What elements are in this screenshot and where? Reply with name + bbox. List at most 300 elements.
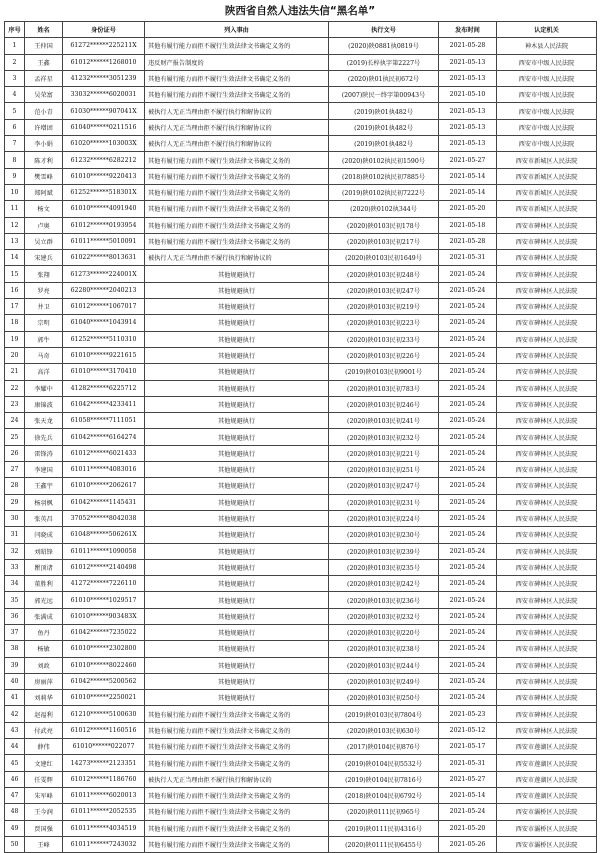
cell-reason: 其他有履行能力而拒不履行生效法律文书确定义务的: [145, 233, 329, 249]
cell-name: 贾国强: [25, 820, 63, 836]
page-title: 陕西省自然人违法失信“黑名单”: [224, 5, 376, 17]
table-row: [5, 347, 597, 363]
cell-reason: 其他有履行能力而拒不履行生效法律文书确定义务的: [145, 168, 329, 184]
table-row: [5, 559, 597, 575]
cell-id-number: 61252******5110310: [63, 331, 145, 347]
cell-publish-date: 2021-05-10: [439, 87, 497, 103]
cell-name: 李小娟: [25, 136, 63, 152]
table-row: [5, 152, 597, 168]
table-row: [5, 771, 597, 787]
cell-id-number: 61010******903483X: [63, 608, 145, 624]
table-row: [5, 624, 597, 640]
cell-name: 王仲国: [25, 38, 63, 54]
cell-authority: 西安市碑林区人民法院: [497, 494, 597, 510]
cell-publish-date: 2021-05-17: [439, 739, 497, 755]
cell-index: 14: [5, 250, 25, 266]
cell-index: 32: [5, 543, 25, 559]
cell-authority: 西安市碑林区人民法院: [497, 364, 597, 380]
cell-name: 瞿顶诸: [25, 559, 63, 575]
cell-id-number: 41272******7226110: [63, 576, 145, 592]
cell-index: 4: [5, 87, 25, 103]
cell-authority: 西安市碑林区人民法院: [497, 413, 597, 429]
cell-publish-date: 2021-05-24: [439, 576, 497, 592]
cell-name: 王鑫: [25, 54, 63, 70]
cell-name: 张英昌: [25, 510, 63, 526]
cell-publish-date: 2021-05-24: [439, 624, 497, 640]
cell-reason: 其他规避执行: [145, 445, 329, 461]
cell-index: 39: [5, 657, 25, 673]
cell-id-number: 61042******1145431: [63, 494, 145, 510]
cell-index: 42: [5, 706, 25, 722]
cell-reason: 其他规避执行: [145, 576, 329, 592]
cell-id-number: 61010******1029517: [63, 592, 145, 608]
cell-case-number: (2020)陕0103民初250号: [329, 690, 439, 706]
cell-name: 张翔: [25, 266, 63, 282]
cell-reason: 其他规避执行: [145, 380, 329, 396]
table-row: [5, 282, 597, 298]
cell-case-number: (2020)陕0111民初6455号: [329, 836, 439, 852]
cell-index: 3: [5, 70, 25, 86]
cell-id-number: 61012******0193954: [63, 217, 145, 233]
cell-index: 7: [5, 136, 25, 152]
cell-id-number: 33032******6020031: [63, 87, 145, 103]
table-row: [5, 494, 597, 510]
table-row: [5, 184, 597, 200]
cell-reason: 其他有履行能力而拒不履行生效法律文书确定义务的: [145, 804, 329, 820]
cell-reason: 违反财产报告制度的: [145, 54, 329, 70]
cell-id-number: 61012******6021433: [63, 445, 145, 461]
cell-name: 文建红: [25, 755, 63, 771]
cell-id-number: 61010******4091940: [63, 201, 145, 217]
cell-reason: 其他有履行能力而拒不履行生效法律文书确定义务的: [145, 201, 329, 217]
cell-case-number: (2019)陕01执482号: [329, 119, 439, 135]
cell-publish-date: 2021-05-13: [439, 70, 497, 86]
cell-reason: 其他有履行能力而拒不履行生效法律文书确定义务的: [145, 70, 329, 86]
cell-name: 杨敏: [25, 641, 63, 657]
cell-index: 35: [5, 592, 25, 608]
cell-reason: 其他规避执行: [145, 282, 329, 298]
cell-id-number: 61252******518301X: [63, 184, 145, 200]
cell-name: 任雯辉: [25, 771, 63, 787]
cell-case-number: (2020)陕0102执民初1590号: [329, 152, 439, 168]
cell-index: 37: [5, 624, 25, 640]
cell-reason: 其他规避执行: [145, 527, 329, 543]
cell-name: 井卫: [25, 299, 63, 315]
cell-publish-date: 2021-05-20: [439, 201, 497, 217]
cell-case-number: (2007)陕民一终字第00943号: [329, 87, 439, 103]
cell-id-number: 61010******3170410: [63, 364, 145, 380]
cell-name: 张天龙: [25, 413, 63, 429]
cell-name: 杨文: [25, 201, 63, 217]
cell-authority: 西安市新城区人民法院: [497, 184, 597, 200]
cell-case-number: (2020)陕0103民初247号: [329, 282, 439, 298]
cell-authority: 西安市碑林区人民法院: [497, 527, 597, 543]
cell-reason: 被执行人无正当理由拒不履行执行和解协议的: [145, 136, 329, 152]
cell-name: 郭光远: [25, 592, 63, 608]
cell-index: 1: [5, 38, 25, 54]
cell-publish-date: 2021-05-26: [439, 836, 497, 852]
cell-id-number: 61010******2302800: [63, 641, 145, 657]
cell-reason: 其他规避执行: [145, 429, 329, 445]
cell-index: 48: [5, 804, 25, 820]
cell-index: 24: [5, 413, 25, 429]
cell-reason: 其他规避执行: [145, 331, 329, 347]
cell-publish-date: 2021-05-24: [439, 673, 497, 689]
cell-id-number: 61048******506261X: [63, 527, 145, 543]
cell-index: 46: [5, 771, 25, 787]
cell-publish-date: 2021-05-24: [439, 445, 497, 461]
cell-index: 23: [5, 396, 25, 412]
cell-index: 29: [5, 494, 25, 510]
cell-authority: 西安市碑林区人民法院: [497, 576, 597, 592]
cell-id-number: 61012******1186760: [63, 771, 145, 787]
cell-authority: 西安市中级人民法院: [497, 103, 597, 119]
cell-authority: 西安市中级人民法院: [497, 54, 597, 70]
cell-publish-date: 2021-05-12: [439, 722, 497, 738]
cell-id-number: 61272******225211X: [63, 38, 145, 54]
cell-publish-date: 2021-05-14: [439, 184, 497, 200]
cell-publish-date: 2021-05-24: [439, 478, 497, 494]
cell-publish-date: 2021-05-20: [439, 820, 497, 836]
cell-reason: 其他规避执行: [145, 559, 329, 575]
table-row: [5, 527, 597, 543]
cell-case-number: (2020)陕0103民初219号: [329, 299, 439, 315]
cell-id-number: 61022******8013631: [63, 250, 145, 266]
cell-reason: 其他规避执行: [145, 478, 329, 494]
cell-id-number: 61012******2140498: [63, 559, 145, 575]
cell-publish-date: 2021-05-24: [439, 641, 497, 657]
cell-id-number: 61030******907041X: [63, 103, 145, 119]
table-row: [5, 364, 597, 380]
table-header-row: [5, 22, 597, 38]
cell-authority: 西安市碑林区人民法院: [497, 266, 597, 282]
cell-case-number: (2020)陕0103民初249号: [329, 673, 439, 689]
cell-case-number: (2020)陕0103民初239号: [329, 543, 439, 559]
cell-authority: 西安市碑林区人民法院: [497, 608, 597, 624]
cell-name: 宗明: [25, 315, 63, 331]
cell-case-number: (2020)陕0103民初220号: [329, 624, 439, 640]
cell-id-number: 61011******6020013: [63, 787, 145, 803]
cell-name: 刘莉华: [25, 690, 63, 706]
cell-reason: 其他规避执行: [145, 657, 329, 673]
cell-index: 2: [5, 54, 25, 70]
cell-authority: 西安市碑林区人民法院: [497, 282, 597, 298]
cell-reason: 其他规避执行: [145, 364, 329, 380]
cell-name: 朱军峰: [25, 787, 63, 803]
cell-authority: 西安市莲湖区人民法院: [497, 787, 597, 803]
table-row: [5, 836, 597, 852]
cell-case-number: (2017)陕0104民初876号: [329, 739, 439, 755]
table-row: [5, 413, 597, 429]
cell-id-number: 61232******6282212: [63, 152, 145, 168]
header-publish-date: 发布时间: [439, 22, 497, 38]
table-row: [5, 103, 597, 119]
cell-name: 李耀中: [25, 380, 63, 396]
cell-id-number: 41282******6225712: [63, 380, 145, 396]
table-row: [5, 755, 597, 771]
cell-publish-date: 2021-05-24: [439, 266, 497, 282]
cell-id-number: 61042******5200562: [63, 673, 145, 689]
cell-publish-date: 2021-05-13: [439, 136, 497, 152]
cell-case-number: (2020)陕0103民初232号: [329, 608, 439, 624]
header-case-number: 执行文号: [329, 22, 439, 38]
table-row: [5, 722, 597, 738]
cell-reason: 其他规避执行: [145, 347, 329, 363]
cell-authority: 西安市碑林区人民法院: [497, 445, 597, 461]
cell-name: 马奇: [25, 347, 63, 363]
cell-index: 20: [5, 347, 25, 363]
cell-publish-date: 2021-05-31: [439, 755, 497, 771]
cell-index: 45: [5, 755, 25, 771]
cell-case-number: (2020)陕0103民初230号: [329, 527, 439, 543]
cell-index: 17: [5, 299, 25, 315]
table-row: [5, 87, 597, 103]
cell-id-number: 61011******5010091: [63, 233, 145, 249]
cell-index: 5: [5, 103, 25, 119]
cell-id-number: 41232******3051239: [63, 70, 145, 86]
table-row: [5, 462, 597, 478]
table-row: [5, 641, 597, 657]
cell-case-number: (2019)陕01执482号: [329, 136, 439, 152]
cell-name: 王今润: [25, 804, 63, 820]
table-row: [5, 38, 597, 54]
cell-publish-date: 2021-05-14: [439, 787, 497, 803]
cell-index: 44: [5, 739, 25, 755]
table-row: [5, 429, 597, 445]
cell-case-number: (2020)陕0103民初236号: [329, 592, 439, 608]
cell-name: 薛伟: [25, 739, 63, 755]
cell-case-number: (2020)陕0881执0819号: [329, 38, 439, 54]
table-row: [5, 820, 597, 836]
cell-authority: 西安市碑林区人民法院: [497, 641, 597, 657]
cell-index: 6: [5, 119, 25, 135]
cell-index: 41: [5, 690, 25, 706]
cell-authority: 西安市碑林区人民法院: [497, 624, 597, 640]
cell-reason: 其他有履行能力而拒不履行生效法律文书确定义务的: [145, 87, 329, 103]
cell-reason: 其他规避执行: [145, 608, 329, 624]
cell-id-number: 61020******103003X: [63, 136, 145, 152]
cell-case-number: (2020)陕0103民初232号: [329, 429, 439, 445]
cell-publish-date: 2021-05-24: [439, 608, 497, 624]
cell-case-number: (2020)陕0103民初217号: [329, 233, 439, 249]
cell-publish-date: 2021-05-24: [439, 543, 497, 559]
cell-authority: 西安市中级人民法院: [497, 87, 597, 103]
table-row: [5, 576, 597, 592]
cell-authority: 西安市中级人民法院: [497, 119, 597, 135]
cell-authority: 西安市碑林区人民法院: [497, 510, 597, 526]
cell-index: 33: [5, 559, 25, 575]
cell-publish-date: 2021-05-24: [439, 299, 497, 315]
cell-reason: 被执行人无正当理由拒不履行执行和解协议的: [145, 119, 329, 135]
cell-reason: 其他有履行能力而拒不履行生效法律文书确定义务的: [145, 706, 329, 722]
cell-id-number: 61042******7235022: [63, 624, 145, 640]
cell-index: 47: [5, 787, 25, 803]
cell-authority: 西安市碑林区人民法院: [497, 250, 597, 266]
cell-authority: 西安市新城区人民法院: [497, 168, 597, 184]
cell-index: 16: [5, 282, 25, 298]
table-row: [5, 478, 597, 494]
cell-authority: 西安市碑林区人民法院: [497, 429, 597, 445]
cell-index: 8: [5, 152, 25, 168]
cell-publish-date: 2021-05-24: [439, 413, 497, 429]
cell-name: 刘昭锋: [25, 543, 63, 559]
cell-publish-date: 2021-05-24: [439, 690, 497, 706]
cell-reason: 其他规避执行: [145, 543, 329, 559]
cell-id-number: 61010******8022460: [63, 657, 145, 673]
cell-id-number: 61042******4233411: [63, 396, 145, 412]
cell-id-number: 61011******4083016: [63, 462, 145, 478]
table-row: [5, 690, 597, 706]
cell-case-number: (2020)陕0103民初235号: [329, 559, 439, 575]
cell-id-number: 61042******6164274: [63, 429, 145, 445]
cell-name: 许增团: [25, 119, 63, 135]
cell-id-number: 61011******1090058: [63, 543, 145, 559]
table-row: [5, 331, 597, 347]
cell-id-number: 61040******1043914: [63, 315, 145, 331]
cell-name: 付武亮: [25, 722, 63, 738]
cell-case-number: (2019)长梓执字第2227号: [329, 54, 439, 70]
cell-reason: 其他有履行能力而拒不履行生效法律文书确定义务的: [145, 184, 329, 200]
cell-case-number: (2020)陕0103民初221号: [329, 445, 439, 461]
cell-authority: 西安市碑林区人民法院: [497, 315, 597, 331]
cell-id-number: 61011******4034519: [63, 820, 145, 836]
cell-publish-date: 2021-05-24: [439, 380, 497, 396]
cell-publish-date: 2021-05-13: [439, 103, 497, 119]
cell-reason: 其他规避执行: [145, 641, 329, 657]
cell-index: 31: [5, 527, 25, 543]
table-row: [5, 168, 597, 184]
header-name: 姓名: [25, 22, 63, 38]
cell-reason: 其他规避执行: [145, 315, 329, 331]
cell-name: 董胜利: [25, 576, 63, 592]
cell-id-number: 61058******7111051: [63, 413, 145, 429]
cell-index: 50: [5, 836, 25, 852]
cell-case-number: (2019)陕0104民初7816号: [329, 771, 439, 787]
cell-publish-date: 2021-05-13: [439, 119, 497, 135]
table-row: [5, 380, 597, 396]
cell-name: 吴立群: [25, 233, 63, 249]
cell-case-number: (2020)陕0102执344号: [329, 201, 439, 217]
cell-publish-date: 2021-05-24: [439, 462, 497, 478]
cell-publish-date: 2021-05-24: [439, 364, 497, 380]
table-row: [5, 396, 597, 412]
cell-name: 吴荣富: [25, 87, 63, 103]
cell-publish-date: 2021-05-24: [439, 494, 497, 510]
cell-reason: 其他规避执行: [145, 299, 329, 315]
cell-authority: 西安市新城区人民法院: [497, 201, 597, 217]
cell-case-number: (2020)陕0103民初241号: [329, 413, 439, 429]
cell-id-number: 61010******022077: [63, 739, 145, 755]
cell-publish-date: 2021-05-24: [439, 510, 497, 526]
table-row: [5, 119, 597, 135]
cell-case-number: (2020)陕0103民初248号: [329, 266, 439, 282]
cell-case-number: (2020)陕0103民初238号: [329, 641, 439, 657]
cell-publish-date: 2021-05-14: [439, 168, 497, 184]
cell-authority: 西安市碑林区人民法院: [497, 396, 597, 412]
cell-name: 雷锋涛: [25, 445, 63, 461]
cell-reason: 其他有履行能力而拒不履行生效法律文书确定义务的: [145, 152, 329, 168]
cell-authority: 西安市莲湖区人民法院: [497, 739, 597, 755]
cell-reason: 其他有履行能力而拒不履行生效法律文书确定义务的: [145, 787, 329, 803]
cell-name: 张满成: [25, 608, 63, 624]
cell-publish-date: 2021-05-28: [439, 38, 497, 54]
cell-reason: 被执行人无正当理由拒不履行执行和解协议的: [145, 250, 329, 266]
cell-case-number: (2020)陕0103民初783号: [329, 380, 439, 396]
table-row: [5, 250, 597, 266]
cell-reason: 其他有履行能力而拒不履行生效法律文书确定义务的: [145, 38, 329, 54]
cell-authority: 西安市碑林区人民法院: [497, 347, 597, 363]
cell-case-number: (2020)陕0103民初251号: [329, 462, 439, 478]
cell-name: 赵福利: [25, 706, 63, 722]
header-id-number: 身份证号: [63, 22, 145, 38]
cell-index: 38: [5, 641, 25, 657]
cell-publish-date: 2021-05-24: [439, 429, 497, 445]
cell-index: 25: [5, 429, 25, 445]
cell-authority: 西安市碑林区人民法院: [497, 690, 597, 706]
cell-index: 21: [5, 364, 25, 380]
cell-authority: 神木县人民法院: [497, 38, 597, 54]
table-row: [5, 608, 597, 624]
cell-publish-date: 2021-05-24: [439, 282, 497, 298]
table-row: [5, 706, 597, 722]
cell-case-number: (2020)陕0103民初224号: [329, 510, 439, 526]
cell-reason: 其他规避执行: [145, 266, 329, 282]
cell-name: 陈才利: [25, 152, 63, 168]
cell-name: 李建国: [25, 462, 63, 478]
cell-id-number: 61011******2052535: [63, 804, 145, 820]
cell-index: 40: [5, 673, 25, 689]
header-index: 序号: [5, 22, 25, 38]
cell-reason: 其他有履行能力而拒不履行生效法律文书确定义务的: [145, 217, 329, 233]
header-reason: 列入事由: [145, 22, 329, 38]
cell-publish-date: 2021-05-24: [439, 315, 497, 331]
cell-publish-date: 2021-05-27: [439, 152, 497, 168]
cell-case-number: (2020)陕0103民初242号: [329, 576, 439, 592]
cell-reason: 被执行人无正当理由拒不履行执行和解协议的: [145, 103, 329, 119]
cell-id-number: 61210******5100630: [63, 706, 145, 722]
cell-case-number: (2020)陕0103民初246号: [329, 396, 439, 412]
cell-authority: 西安市新城区人民法院: [497, 152, 597, 168]
cell-authority: 西安市碑林区人民法院: [497, 722, 597, 738]
cell-case-number: (2020)陕01执民初672号: [329, 70, 439, 86]
table-row: [5, 543, 597, 559]
cell-publish-date: 2021-05-24: [439, 527, 497, 543]
cell-index: 11: [5, 201, 25, 217]
cell-authority: 西安市碑林区人民法院: [497, 462, 597, 478]
cell-publish-date: 2021-05-24: [439, 657, 497, 673]
table-row: [5, 592, 597, 608]
cell-authority: 西安市碑林区人民法院: [497, 380, 597, 396]
cell-publish-date: 2021-05-24: [439, 592, 497, 608]
cell-reason: 被执行人无正当理由拒不履行执行和解协议的: [145, 771, 329, 787]
cell-case-number: (2019)陕0102执民初7222号: [329, 184, 439, 200]
cell-case-number: (2019)陕0103民初7804号: [329, 706, 439, 722]
cell-index: 28: [5, 478, 25, 494]
cell-reason: 其他规避执行: [145, 690, 329, 706]
table-row: [5, 201, 597, 217]
cell-index: 13: [5, 233, 25, 249]
cell-authority: 西安市中级人民法院: [497, 70, 597, 86]
cell-index: 9: [5, 168, 25, 184]
cell-name: 康锦波: [25, 396, 63, 412]
cell-name: 杨羽枫: [25, 494, 63, 510]
table-row: [5, 233, 597, 249]
cell-case-number: (2020)陕0103民初178号: [329, 217, 439, 233]
cell-authority: 西安市莲湖区人民法院: [497, 771, 597, 787]
cell-authority: 西安市灞桥区人民法院: [497, 820, 597, 836]
cell-index: 18: [5, 315, 25, 331]
cell-name: 罗亮: [25, 282, 63, 298]
